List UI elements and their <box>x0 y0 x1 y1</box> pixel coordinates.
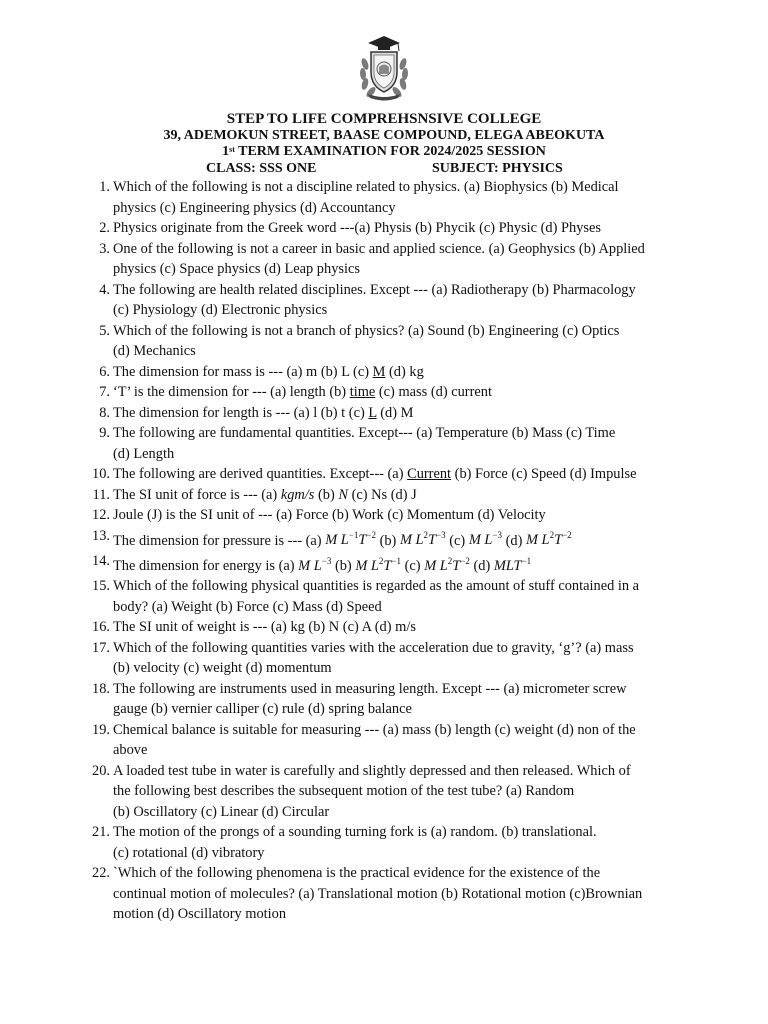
exam-title: 1st TERM EXAMINATION FOR 2024/2025 SESSION <box>222 144 546 159</box>
question-item <box>88 617 688 638</box>
question-item <box>88 382 688 403</box>
dimension-expression: M $L^{-3}$ <box>468 530 502 549</box>
question-line: Which of the following quantities varies with the acceleration due to gravity, ‘g’? (a) mass <box>113 639 634 656</box>
question-line: physics (c) Space physics (d) Leap physics <box>113 261 360 277</box>
question-number: 16. <box>92 619 110 636</box>
dimension-expression: M $L^{-1}T^{-2}$ <box>325 530 376 549</box>
dimension-expression: M $L^2T^{-1}$ <box>355 555 402 574</box>
unit-expression: kgm/s <box>280 486 315 503</box>
question-item <box>88 280 688 321</box>
question-line: Physics originate from the Greek word ---(a) Physis (b) Phycik (c) Physic (d) Physes <box>113 220 601 236</box>
question-number: 19. <box>92 721 110 738</box>
question-line: physics (c) Engineering physics (d) Accountancy <box>113 199 396 216</box>
question-line: The following are health related disciplines. Except --- (a) Radiotherapy (b) Pharmacology <box>113 281 636 298</box>
question-item <box>88 822 688 863</box>
question-item <box>88 551 688 576</box>
question-number: 15. <box>92 578 110 595</box>
question-line: (c) rotational (d) vibratory <box>113 844 265 861</box>
question-line: The dimension for length is --- (a) l (b) t (c) L (d) M <box>113 404 414 421</box>
question-number: 13. <box>92 527 110 544</box>
question-item <box>88 638 688 679</box>
question-item <box>88 679 688 720</box>
question-number: 1. <box>99 179 110 195</box>
question-line: Joule (J) is the SI unit of --- (a) Force (b) Work (c) Momentum (d) Velocity <box>113 507 546 523</box>
question-line: Which of the following is not a discipline related to physics. (a) Biophysics (b) Medical <box>113 179 619 195</box>
question-line: gauge (b) vernier calliper (c) rule (d) spring balance <box>113 701 412 718</box>
question-line: Which of the following physical quantities is regarded as the amount of stuff contained in a <box>113 578 640 595</box>
question-item <box>88 485 688 506</box>
question-item <box>88 218 688 239</box>
question-number: 6. <box>99 363 110 380</box>
unit-expression: N <box>338 486 348 503</box>
question-item <box>88 362 688 383</box>
question-item <box>88 720 688 761</box>
question-number: 14. <box>92 552 110 569</box>
question-line: motion (d) Oscillatory motion <box>113 906 287 923</box>
exam-header <box>0 111 768 160</box>
underlined-answer: M <box>372 363 386 380</box>
school-address: 39, ADEMOKUN STREET, BAASE COMPOUND, ELEGA ABEOKUTA <box>163 128 605 143</box>
question-item <box>88 321 688 362</box>
school-crest-logo <box>356 34 412 102</box>
question-item <box>88 464 688 485</box>
question-number: 12. <box>92 507 110 523</box>
dimension-expression: M $L^2T^{-2}$ <box>525 530 572 549</box>
question-number: 21. <box>92 824 110 841</box>
question-line: (d) Mechanics <box>113 343 196 359</box>
question-line: One of the following is not a career in basic and applied science. (a) Geophysics (b) Applied <box>113 240 645 257</box>
question-line: The following are instruments used in measuring length. Except --- (a) micrometer screw <box>113 680 627 697</box>
question-line: The dimension for pressure is --- (a) M $L^{-1}T^{-2}$ (b) M $L^2T^{-3}$ (c) M $L^{-3}$ (d) M $L^2T^{-2}$ <box>113 530 572 549</box>
question-line: (b) velocity (c) weight (d) momentum <box>113 660 332 677</box>
underlined-answer: Current <box>407 466 452 482</box>
question-number: 11. <box>92 486 110 503</box>
question-line: ‘T’ is the dimension for --- (a) length (b) time (c) mass (d) current <box>113 384 492 400</box>
question-line: (d) Length <box>113 445 175 462</box>
question-item <box>88 576 688 617</box>
subject-label: SUBJECT: PHYSICS <box>432 161 563 176</box>
question-line: Chemical balance is suitable for measuring --- (a) mass (b) length (c) weight (d) non of the <box>113 721 636 738</box>
question-line: The SI unit of force is --- (a) kgm/s (b) N (c) Ns (d) J <box>113 486 417 503</box>
question-number: 2. <box>99 220 110 236</box>
underlined-answer: time <box>349 384 376 400</box>
question-item <box>88 423 688 464</box>
dimension-expression: M $L^2T^{-2}$ <box>424 555 470 574</box>
question-line: The SI unit of weight is --- (a) kg (b) N (c) A (d) m/s <box>113 619 416 636</box>
dimension-expression: $MLT^{-1}$ <box>493 555 532 574</box>
question-item <box>88 505 688 526</box>
question-item <box>88 403 688 424</box>
question-line: (c) Physiology (d) Electronic physics <box>113 302 328 318</box>
question-line: The following are derived quantities. Except--- (a) Current (b) Force (c) Speed (d) Impulse <box>113 466 637 482</box>
school-name: STEP TO LIFE COMPREHSNSIVE COLLEGE <box>226 111 542 127</box>
question-list <box>88 177 688 925</box>
question-line: Which of the following is not a branch of physics? (a) Sound (b) Engineering (c) Optics <box>113 322 620 339</box>
question-line: `Which of the following phenomena is the practical evidence for the existence of the <box>113 865 601 882</box>
underlined-answer: L <box>368 404 377 421</box>
question-number: 4. <box>99 281 110 298</box>
dimension-expression: M $L^{-3}$ <box>298 555 332 574</box>
question-number: 22. <box>92 865 110 882</box>
question-line: A loaded test tube in water is carefully and slightly depressed and then released. Which of <box>113 762 631 779</box>
question-item <box>88 177 688 218</box>
question-number: 20. <box>92 762 110 779</box>
question-number: 9. <box>99 425 110 441</box>
question-line: (b) Oscillatory (c) Linear (d) Circular <box>113 803 330 820</box>
class-label: CLASS: SSS ONE <box>206 161 317 176</box>
question-line: continual motion of molecules? (a) Translational motion (b) Rotational motion (c)Brownian <box>113 885 643 902</box>
question-line: the following best describes the subsequent motion of the test tube? (a) Random <box>113 783 575 800</box>
question-line: The dimension for energy is (a) M $L^{-3}$ (b) M $L^2T^{-1}$ (c) M $L^2T^{-2}$ (d) $MLT^{-1}$ <box>113 555 532 574</box>
question-number: 18. <box>92 680 110 697</box>
question-number: 17. <box>92 639 110 656</box>
question-item <box>88 526 688 551</box>
question-number: 8. <box>99 404 110 421</box>
dimension-expression: M $L^2T^{-3}$ <box>399 530 446 549</box>
question-item <box>88 863 688 925</box>
question-number: 7. <box>99 384 110 400</box>
question-line: above <box>113 742 148 759</box>
question-line: The dimension for mass is --- (a) m (b) L (c) M (d) kg <box>113 363 424 380</box>
question-number: 3. <box>99 240 110 257</box>
question-line: The following are fundamental quantities. Except--- (a) Temperature (b) Mass (c) Time <box>113 425 616 441</box>
question-line: body? (a) Weight (b) Force (c) Mass (d) Speed <box>113 598 382 615</box>
question-item <box>88 761 688 823</box>
question-number: 5. <box>99 322 110 339</box>
question-line: The motion of the prongs of a sounding turning fork is (a) random. (b) translational. <box>113 824 597 841</box>
class-subject-row <box>0 161 768 177</box>
question-number: 10. <box>92 466 110 482</box>
question-item <box>88 239 688 280</box>
